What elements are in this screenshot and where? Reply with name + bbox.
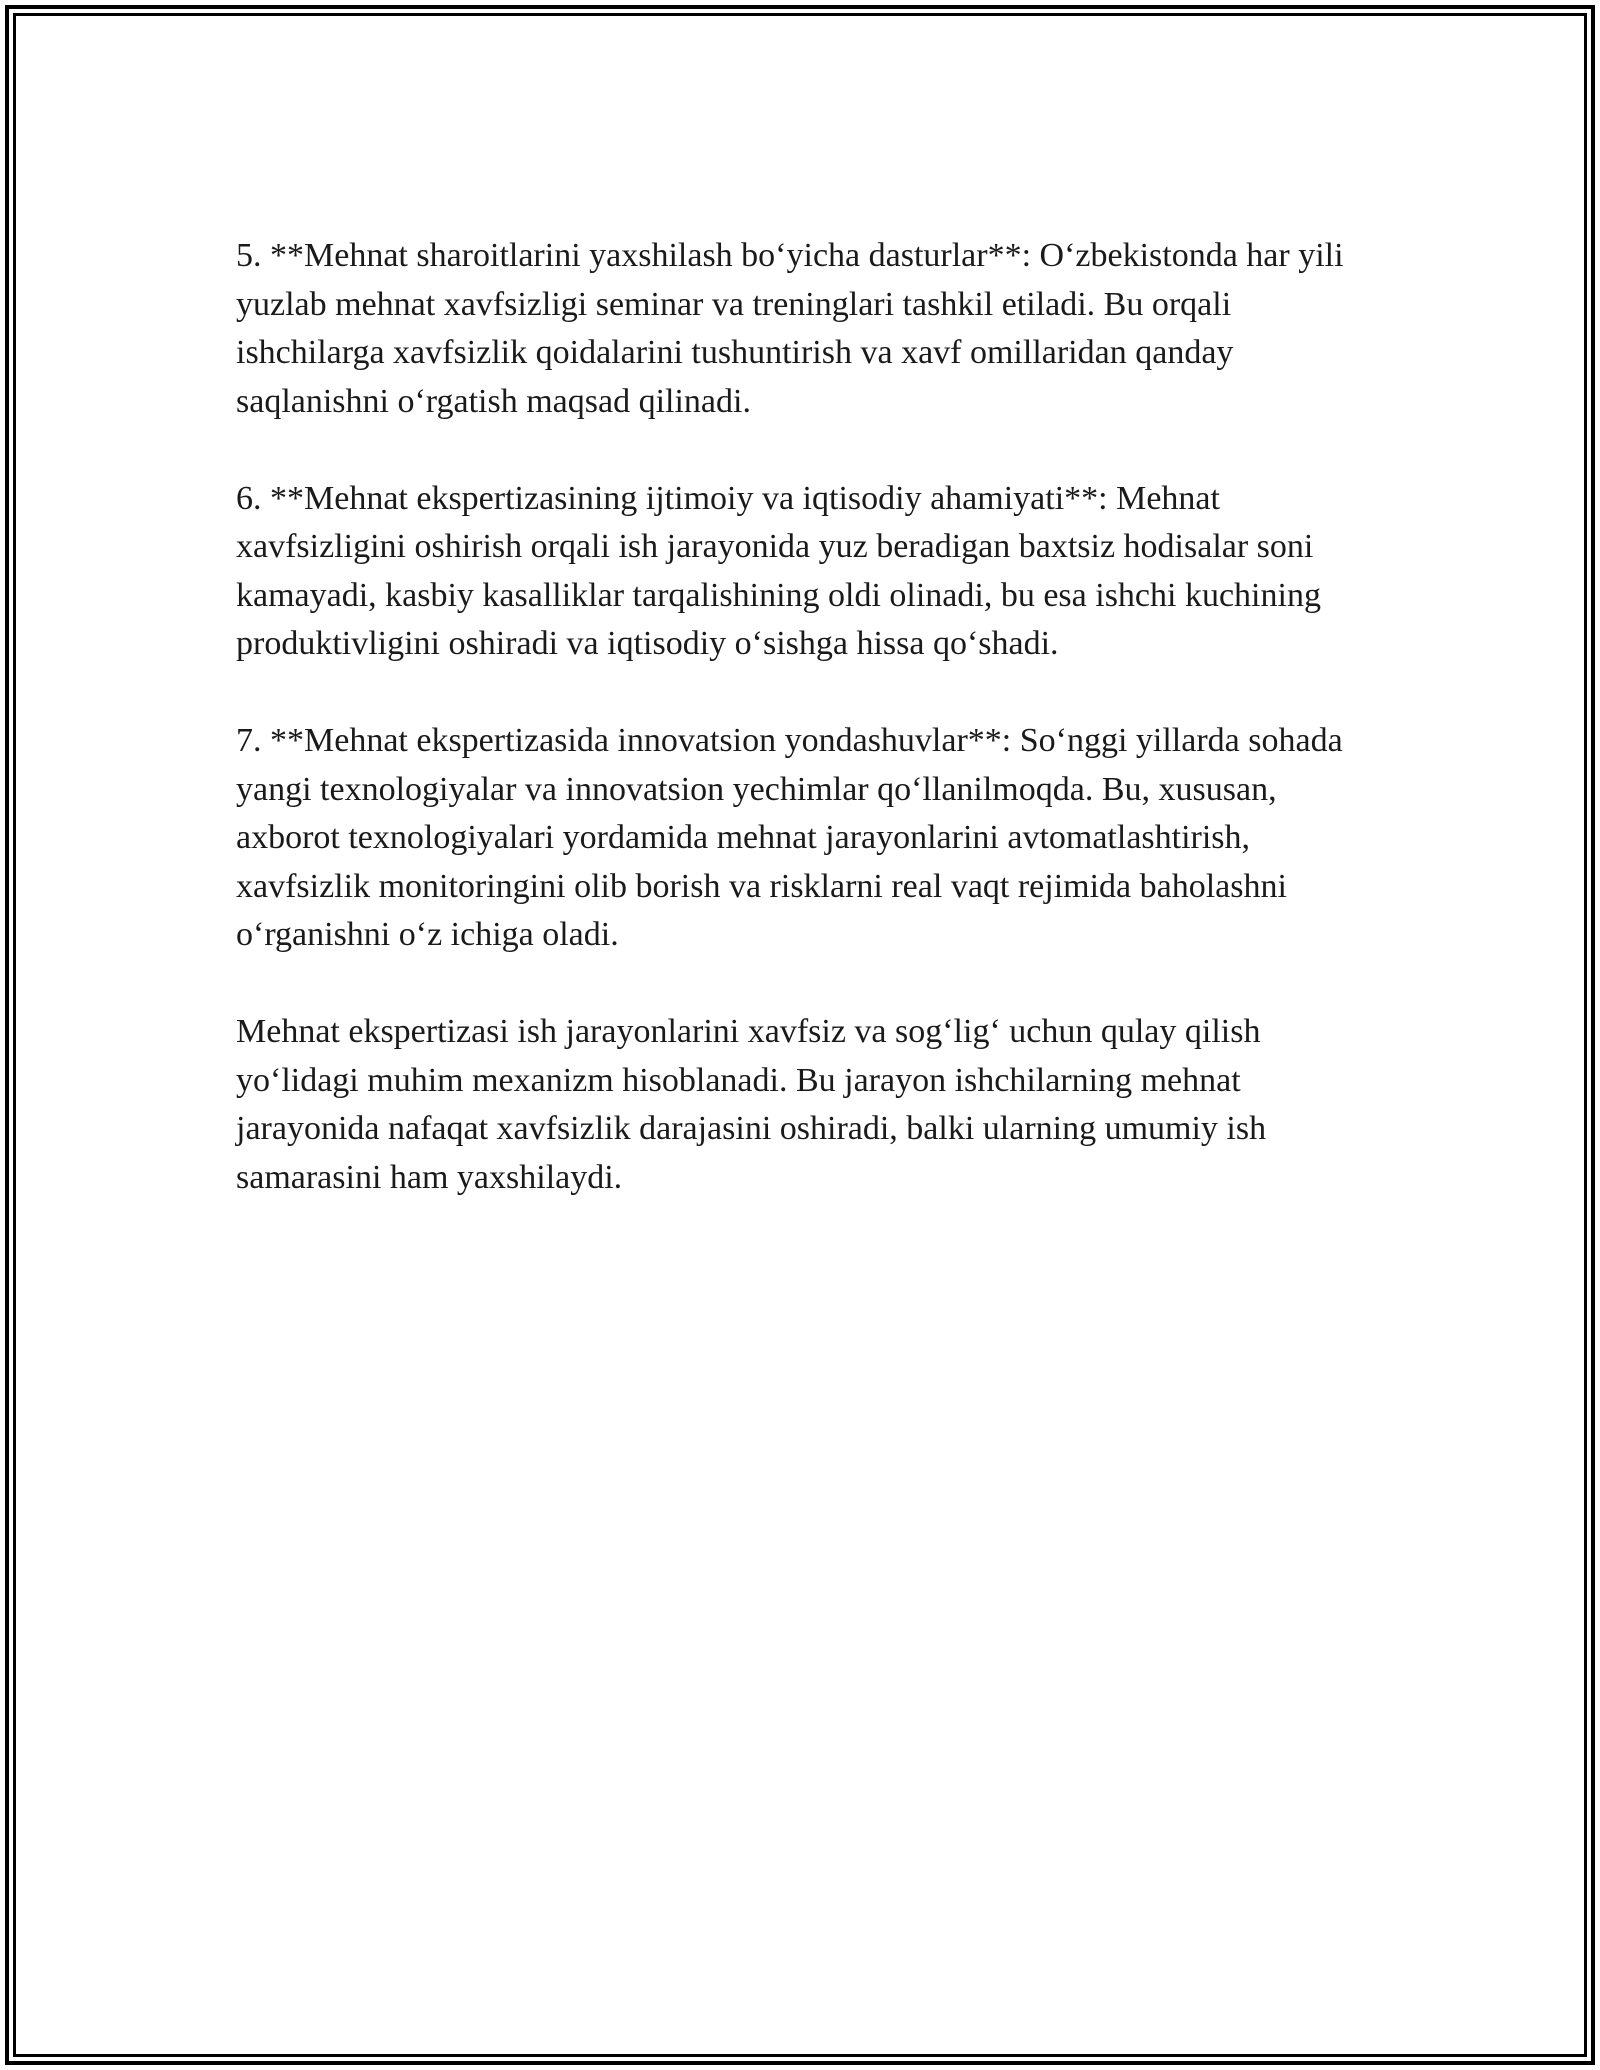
paragraph-item-7: 7. **Mehnat ekspertizasida innovatsion yondashuvlar**: So‘nggi yillarda sohada yangi texnologiyalar va innovatsion yechimlar qo‘llanilmoqda. Bu, xususan, axborot texnologiyalari yordamida mehnat jarayonlarini avtomatlashtirish, xavfsizlik monitoringini olib borish va risklarni real vaqt rejimida baholashni o‘rganishni o‘z ichiga oladi. [236, 722, 1343, 953]
paragraph-item-5: 5. **Mehnat sharoitlarini yaxshilash bo‘yicha dasturlar**: O‘zbekistonda har yili yuzlab mehnat xavfsizligi seminar va treninglari tashkil etiladi. Bu orqali ishchilarga xavfsizlik qoidalarini tushuntirish va xavf omillaridan qanday saqlanishni o‘rgatish maqsad qilinadi. [236, 237, 1344, 420]
document-body [236, 232, 1366, 1251]
paragraph-conclusion: Mehnat ekspertizasi ish jarayonlarini xavfsiz va sog‘lig‘ uchun qulay qilish yo‘lidagi muhim mexanizm hisoblanadi. Bu jarayon ishchilarning mehnat jarayonida nafaqat xavfsizlik darajasini oshiradi, balki ularning umumiy ish samarasini ham yaxshilaydi. [236, 1013, 1267, 1196]
paragraph-item-6: 6. **Mehnat ekspertizasining ijtimoiy va iqtisodiy ahamiyati**: Mehnat xavfsizligini oshirish orqali ish jarayonida yuz beradigan baxtsiz hodisalar soni kamayadi, kasbiy kasalliklar tarqalishining oldi olinadi, bu esa ishchi kuchining produktivligini oshiradi va iqtisodiy o‘sishga hissa qo‘shadi. [236, 479, 1321, 662]
